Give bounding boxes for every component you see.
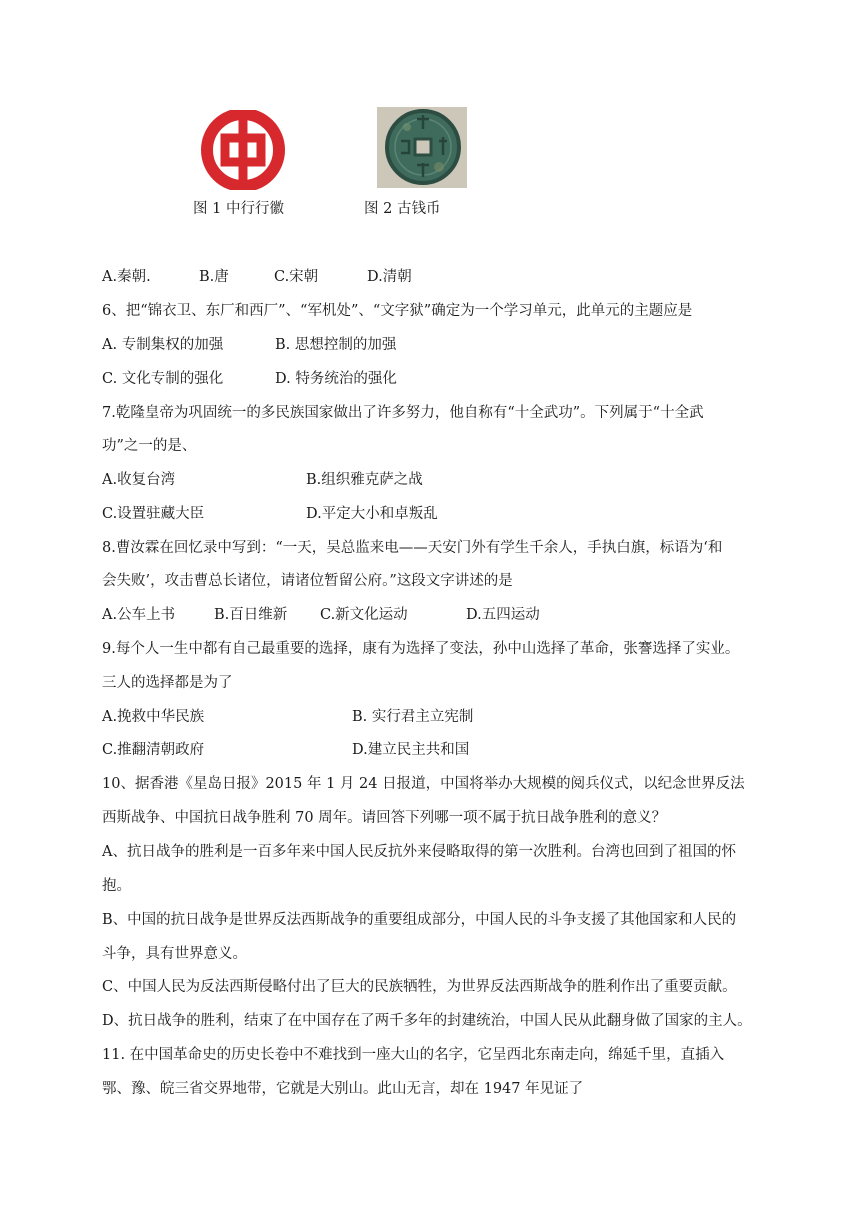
ancient-coin-image	[377, 107, 467, 188]
q7-stem-line2: 功”之一的是、	[102, 438, 197, 454]
q5-option-c: C.宋朝	[274, 269, 319, 285]
figure-1-caption: 图 1 中行行徽	[193, 201, 284, 217]
q9-option-d: D.建立民主共和国	[352, 742, 470, 758]
q7-option-c: C.设置驻藏大臣	[102, 506, 205, 522]
q10-stem-line1: 10、据香港《星岛日报》2015 年 1 月 24 日报道，中国将举办大规模的阅兵仪式，以纪念世界反法	[102, 776, 745, 792]
q10-option-a-line2: 抱。	[102, 878, 131, 894]
q9-stem-line1: 9.每个人一生中都有自己最重要的选择，康有为选择了变法，孙中山选择了革命，张謇选择了实业。	[102, 641, 740, 657]
q6-options-row2	[102, 369, 762, 389]
bank-of-china-logo	[198, 110, 288, 190]
q6-option-c: C. 文化专制的强化	[102, 371, 224, 387]
q8-option-c: C.新文化运动	[320, 607, 408, 623]
q6-option-a: A. 专制集权的加强	[102, 337, 224, 353]
q5-option-d: D.清朝	[367, 269, 412, 285]
q9-options-row1	[102, 707, 762, 727]
q7-options-row2	[102, 504, 762, 524]
q6-options-row1	[102, 335, 762, 355]
q9-option-a: A.挽救中华民族	[102, 709, 205, 725]
q10-option-a-line1: A、抗日战争的胜利是一百多年来中国人民反抗外来侵略取得的第一次胜利。台湾也回到了祖国的怀	[102, 844, 736, 860]
q9-option-b: B. 实行君主立宪制	[352, 709, 474, 725]
ancient-coin-icon	[377, 107, 467, 188]
q7-option-d: D.平定大小和卓叛乱	[306, 506, 438, 522]
q8-option-d: D.五四运动	[466, 607, 540, 623]
q6-option-d: D. 特务统治的强化	[275, 371, 397, 387]
q5-option-a: A.秦朝.	[102, 269, 151, 285]
q8-stem-line1: 8.曹汝霖在回忆录中写到：“一天，吴总监来电——天安门外有学生千余人，手执白旗，标语为‘和	[102, 540, 723, 556]
q7-option-a: A.收复台湾	[102, 472, 176, 488]
q11-stem-line1: 11. 在中国革命史的历史长卷中不难找到一座大山的名字，它呈西北东南走向，绵延千里，直插入	[102, 1047, 725, 1063]
figure-2-caption: 图 2 古钱币	[364, 201, 441, 217]
q9-option-c: C.推翻清朝政府	[102, 742, 205, 758]
q10-option-c: C、中国人民为反法西斯侵略付出了巨大的民族牺牲，为世界反法西斯战争的胜利作出了重要贡献。	[102, 979, 737, 995]
q5-options	[102, 267, 762, 287]
q6-stem: 6、把“锦衣卫、东厂和西厂”、“军机处”、“文字狱”确定为一个学习单元，此单元的主题应是	[102, 303, 693, 319]
q10-option-b-line1: B、中国的抗日战争是世界反法西斯战争的重要组成部分，中国人民的斗争支援了其他国家和人民的	[102, 912, 737, 928]
q5-option-b: B.唐	[199, 269, 229, 285]
bank-of-china-logo-icon	[198, 110, 288, 190]
q10-option-d: D、抗日战争的胜利，结束了在中国存在了两千多年的封建统治，中国人民从此翻身做了国家的主人。	[102, 1013, 752, 1029]
q10-option-b-line2: 斗争，具有世界意义。	[102, 946, 247, 962]
q7-option-b: B.组织雅克萨之战	[306, 472, 423, 488]
q8-option-b: B.百日维新	[214, 607, 288, 623]
q7-options-row1	[102, 470, 762, 490]
q8-stem-line2: 会失败’，攻击曹总长诸位，请诸位暂留公府。”这段文字讲述的是	[102, 573, 513, 589]
q9-options-row2	[102, 740, 762, 760]
q9-stem-line2: 三人的选择都是为了	[102, 675, 233, 691]
q7-stem-line1: 7.乾隆皇帝为巩固统一的多民族国家做出了许多努力，他自称有“十全武功”。下列属于“十全武	[102, 405, 704, 421]
q11-stem-line2: 鄂、豫、皖三省交界地带，它就是大别山。此山无言，却在 1947 年见证了	[102, 1081, 584, 1097]
q8-options	[102, 605, 762, 625]
q8-option-a: A.公车上书	[102, 607, 176, 623]
q10-stem-line2: 西斯战争、中国抗日战争胜利 70 周年。请回答下列哪一项不属于抗日战争胜利的意义？	[102, 810, 667, 826]
q6-option-b: B. 思想控制的加强	[275, 337, 397, 353]
